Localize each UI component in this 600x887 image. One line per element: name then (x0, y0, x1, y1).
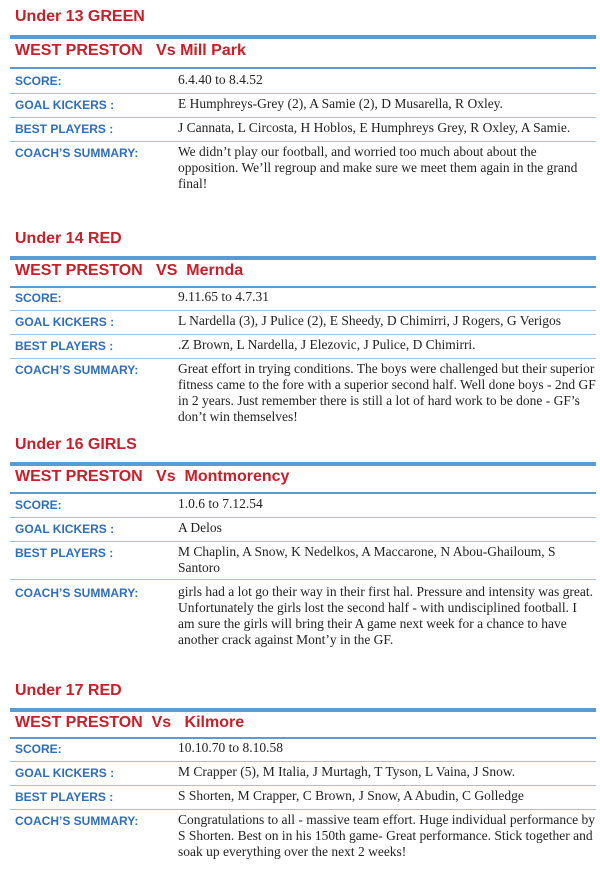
score-row (10, 739, 596, 762)
best-players-label: BEST PLAYERS : (15, 122, 114, 136)
row-divider (10, 310, 596, 311)
goal-kickers-value: M Crapper (5), M Italia, J Murtagh, T Tyson, L Vaina, J Snow. (178, 764, 516, 779)
header-rule (10, 708, 596, 712)
header-rule-bottom (10, 492, 596, 494)
score-row (10, 71, 596, 94)
best-players-row (10, 543, 596, 580)
coach-summary-row (10, 811, 596, 883)
goal-kickers-value: A Delos (178, 520, 222, 535)
score-row (10, 288, 596, 311)
coach-summary-value: Great effort in trying conditions. The boys were challenged but their superior fitness came to the fore with a superior second half. Well done boys - 2nd GF in 2 years. Just remember there is still a lot of hard work to be done - GF’s don’t win themselves! (178, 361, 596, 424)
header-rule (10, 35, 596, 39)
match-title: WEST PRESTON Vs Montmorency (15, 468, 290, 485)
score-value: 10.10.70 to 8.10.58 (178, 740, 284, 755)
score-value: 1.0.6 to 7.12.54 (178, 496, 263, 511)
coach-summary-value: We didn’t play our football, and worried too much about about the opposition. We’ll regroup and make sure we meet them again in the grand final! (178, 144, 578, 191)
row-divider (10, 809, 596, 810)
best-players-label: BEST PLAYERS : (15, 546, 114, 560)
match-title: WEST PRESTON Vs Mill Park (15, 42, 246, 59)
age-group-heading: Under 13 GREEN (15, 8, 145, 25)
row-divider (10, 334, 596, 335)
goal-kickers-row (10, 312, 596, 335)
age-group-heading: Under 16 GIRLS (15, 436, 137, 453)
coach-summary-label: COACH’S SUMMARY: (15, 586, 139, 600)
best-players-value: M Chaplin, A Snow, K Nedelkos, A Maccarone, N Abou-Ghailoum, S Santoro (178, 544, 556, 575)
match-title: WEST PRESTON Vs Kilmore (15, 714, 245, 731)
age-group-heading: Under 14 RED (15, 230, 122, 247)
best-players-row (10, 119, 596, 142)
coach-summary-row (10, 360, 596, 430)
score-label: SCORE: (15, 498, 62, 512)
coach-summary-value: girls had a lot go their way in their first hal. Pressure and intensity was great. Unfortunately the girls lost the second half - with undisciplined football. I am sure the girls will bring their A game next week for a chance to have another crack against Mont’y in the GF. (178, 584, 594, 647)
goal-kickers-row (10, 519, 596, 542)
score-label: SCORE: (15, 742, 62, 756)
row-divider (10, 761, 596, 762)
goal-kickers-row (10, 95, 596, 118)
goal-kickers-label: GOAL KICKERS : (15, 98, 115, 112)
header-rule (10, 256, 596, 260)
best-players-value: .Z Brown, L Nardella, J Elezovic, J Pulice, D Chimirri. (178, 337, 476, 352)
coach-summary-row (10, 583, 596, 653)
goal-kickers-row (10, 763, 596, 786)
coach-summary-value: Congratulations to all - massive team effort. Huge individual performance by S Shorten. Best on in his 150th game- Great performance. Stick together and soak up everything over the next 2 weeks! (178, 812, 596, 859)
score-label: SCORE: (15, 291, 62, 305)
header-rule (10, 462, 596, 466)
header-rule-bottom (10, 67, 596, 69)
goal-kickers-value: L Nardella (3), J Pulice (2), E Sheedy, D Chimirri, J Rogers, G Verigos (178, 313, 562, 328)
row-divider (10, 117, 596, 118)
row-divider (10, 358, 596, 359)
row-divider (10, 785, 596, 786)
score-value: 9.11.65 to 4.7.31 (178, 289, 269, 304)
coach-summary-label: COACH’S SUMMARY: (15, 814, 139, 828)
goal-kickers-label: GOAL KICKERS : (15, 522, 115, 536)
best-players-value: J Cannata, L Circosta, H Hoblos, E Humphreys Grey, R Oxley, A Samie. (178, 120, 571, 135)
best-players-row (10, 336, 596, 359)
score-row (10, 495, 596, 518)
row-divider (10, 141, 596, 142)
best-players-label: BEST PLAYERS : (15, 339, 114, 353)
coach-summary-label: COACH’S SUMMARY: (15, 363, 139, 377)
age-group-heading: Under 17 RED (15, 682, 122, 699)
coach-summary-label: COACH’S SUMMARY: (15, 146, 139, 160)
row-divider (10, 579, 596, 580)
score-label: SCORE: (15, 74, 62, 88)
goal-kickers-label: GOAL KICKERS : (15, 315, 115, 329)
row-divider (10, 93, 596, 94)
best-players-row (10, 787, 596, 810)
best-players-value: S Shorten, M Crapper, C Brown, J Snow, A Abudin, C Golledge (178, 788, 524, 803)
goal-kickers-value: E Humphreys-Grey (2), A Samie (2), D Musarella, R Oxley. (178, 96, 503, 111)
coach-summary-row (10, 143, 596, 199)
score-value: 6.4.40 to 8.4.52 (178, 72, 263, 87)
goal-kickers-label: GOAL KICKERS : (15, 766, 115, 780)
match-title: WEST PRESTON VS Mernda (15, 262, 244, 279)
row-divider (10, 541, 596, 542)
row-divider (10, 517, 596, 518)
best-players-label: BEST PLAYERS : (15, 790, 114, 804)
